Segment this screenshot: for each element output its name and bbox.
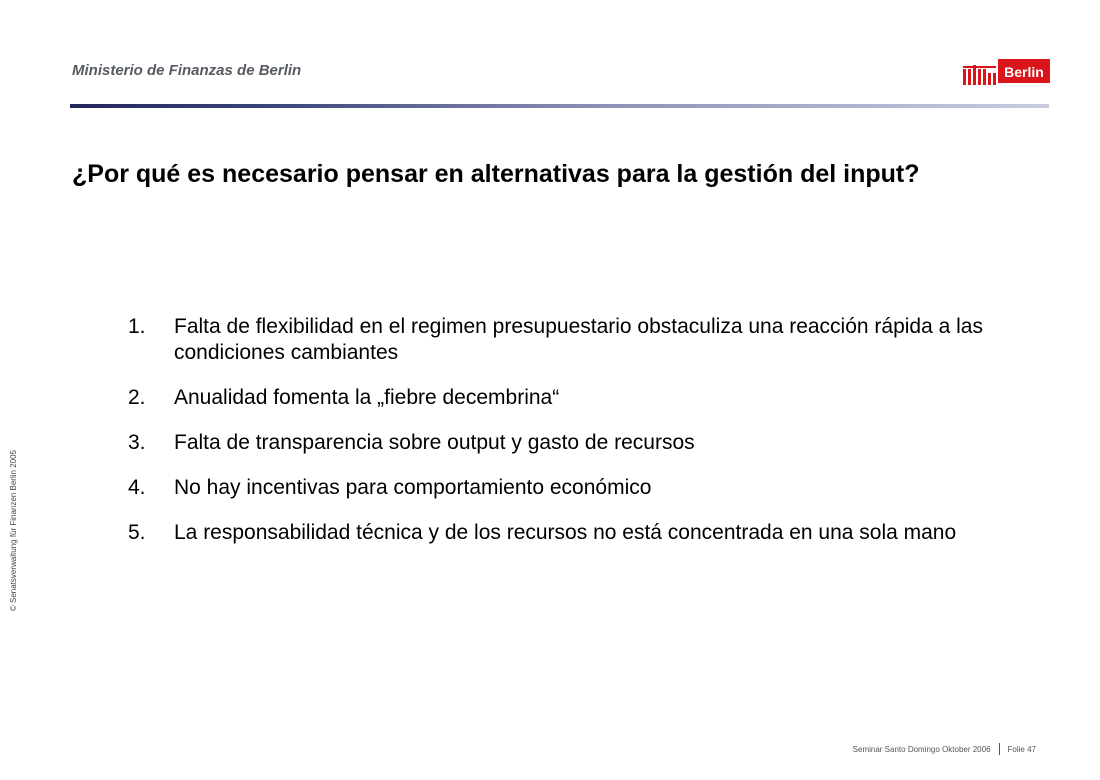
footer-divider xyxy=(999,743,1000,755)
list-item xyxy=(128,520,988,546)
header-rule xyxy=(70,104,1049,108)
item-number: 1. xyxy=(128,315,146,338)
copyright-note: © Senatsverwaltung für Finanzen Berlin 2005 xyxy=(9,450,18,612)
reasons-list xyxy=(128,314,988,565)
item-number: 5. xyxy=(128,521,146,544)
item-text: No hay incentivas para comportamiento económico xyxy=(174,476,652,499)
list-item xyxy=(128,430,988,456)
list-item xyxy=(128,475,988,501)
item-number: 3. xyxy=(128,431,146,454)
item-text: La responsabilidad técnica y de los recursos no está concentrada en una sola mano xyxy=(174,521,957,544)
item-text: Anualidad fomenta la „fiebre decembrina“ xyxy=(174,386,560,409)
footer-slide-number: Folie 47 xyxy=(1007,744,1036,754)
item-number: 4. xyxy=(128,476,146,499)
footer xyxy=(853,743,1036,755)
list-item xyxy=(128,385,988,411)
berlin-logo xyxy=(962,57,1050,89)
list-item xyxy=(128,314,988,366)
ministry-name: Ministerio de Finanzas de Berlin xyxy=(72,62,302,79)
slide-title: ¿Por qué es necesario pensar en alternativas para la gestión del input? xyxy=(72,160,920,188)
logo-text: Berlin xyxy=(1004,64,1044,80)
item-text: Falta de flexibilidad en el regimen presupuestario obstaculiza una reacción rápida a las condiciones cambiantes xyxy=(174,315,983,364)
item-text: Falta de transparencia sobre output y gasto de recursos xyxy=(174,431,695,454)
item-number: 2. xyxy=(128,386,146,409)
footer-seminar: Seminar Santo Domingo Oktober 2006 xyxy=(852,744,991,754)
